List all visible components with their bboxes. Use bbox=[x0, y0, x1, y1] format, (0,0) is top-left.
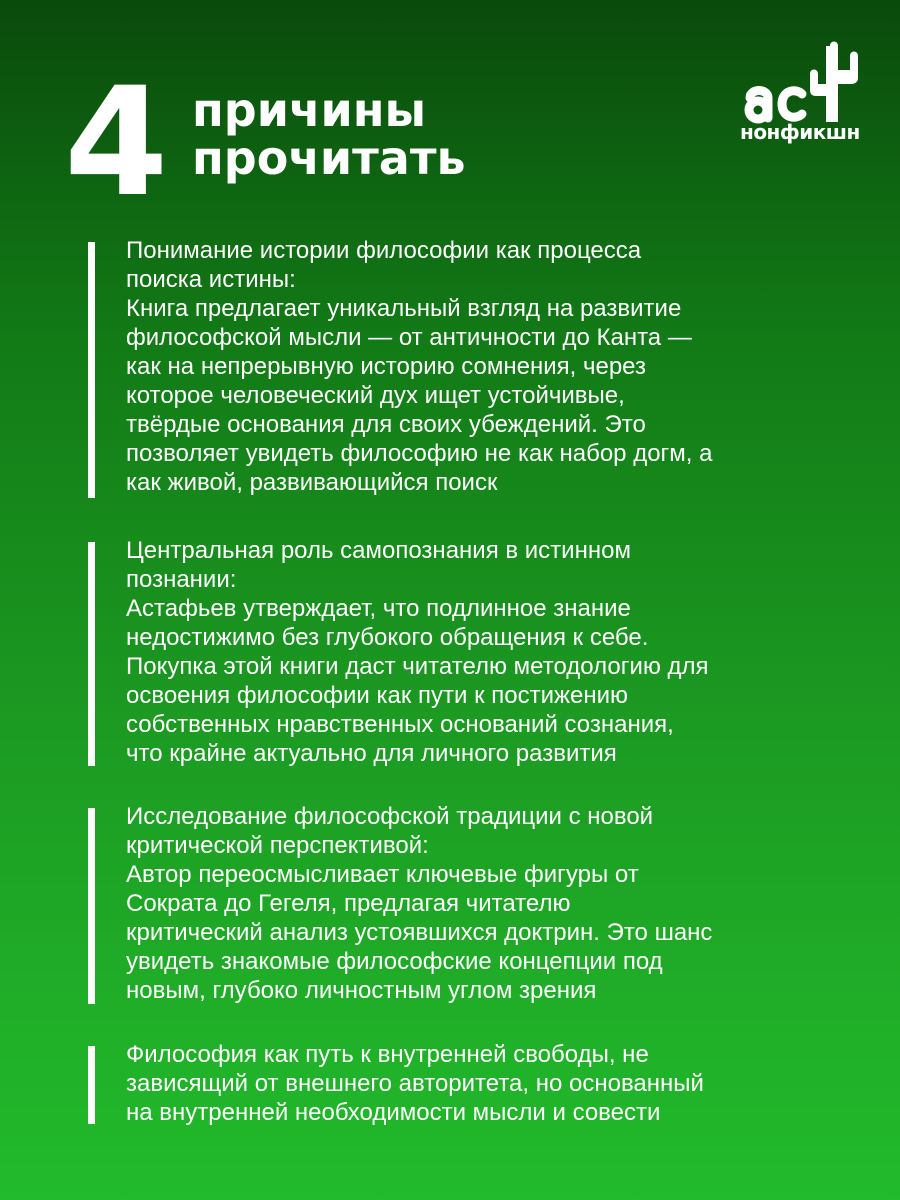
header bbox=[64, 56, 844, 230]
reason-body-line: критический анализ устоявшихся доктрин. Это шанс bbox=[126, 919, 713, 946]
reason-body-line: позволяет увидеть философию не как набор догм, а bbox=[126, 440, 713, 467]
reason-body-line: новым, глубоко личностным углом зрения bbox=[126, 977, 597, 1004]
reason-4 bbox=[88, 1040, 848, 1130]
reason-heading-line: поиска истины: bbox=[126, 266, 296, 293]
reason-body-line: философской мысли — от античности до Канта — bbox=[126, 324, 692, 351]
title-line-1: причины bbox=[192, 83, 427, 137]
reason-body-line: зависящий от внешнего авторитета, но основанный bbox=[126, 1070, 704, 1097]
reason-body-line: которое человеческий дух ищет устойчивые, bbox=[126, 382, 625, 409]
section-bar bbox=[88, 808, 95, 1004]
big-number: 4 bbox=[64, 56, 165, 230]
reason-2 bbox=[88, 536, 848, 772]
reason-body-line: собственных нравственных оснований сознания, bbox=[126, 711, 674, 738]
reasons-list bbox=[88, 236, 848, 1130]
reason-body-line: Покупка этой книги даст читателю методологию для bbox=[126, 653, 709, 680]
logo-subtitle: нонфикшн bbox=[740, 120, 860, 144]
reason-body-line: Сократа до Гегеля, предлагая читателю bbox=[126, 890, 571, 917]
reason-heading-line: познании: bbox=[126, 566, 237, 593]
reason-heading-line: Понимание истории философии как процесса bbox=[126, 237, 642, 264]
reason-body-line: недостижимо без глубокого обращения к себе. bbox=[126, 624, 649, 651]
reason-body-line: твёрдые основания для своих убеждений. Это bbox=[126, 411, 646, 438]
reason-heading-line: Исследование философской традиции с новой bbox=[126, 803, 654, 830]
reason-3 bbox=[88, 802, 848, 1010]
section-bar bbox=[88, 1046, 95, 1124]
reason-body-line: что крайне актуально для личного развития bbox=[126, 740, 617, 767]
reason-body-line: как живой, развивающийся поиск bbox=[126, 469, 498, 496]
reason-heading-line: критической перспективой: bbox=[126, 832, 429, 859]
reason-body-line: освоения философии как пути к постижению bbox=[126, 682, 629, 709]
cactus-logo-icon bbox=[738, 36, 868, 126]
page-title bbox=[192, 83, 466, 185]
reason-1 bbox=[88, 236, 848, 504]
reason-body-line: как на непрерывную историю сомнения, через bbox=[126, 353, 647, 380]
reason-body-line: Книга предлагает уникальный взгляд на развитие bbox=[126, 295, 682, 322]
title-line-2: прочитать bbox=[192, 131, 466, 185]
section-bar bbox=[88, 542, 95, 766]
reason-body-line: на внутренней необходимости мысли и совести bbox=[126, 1099, 661, 1126]
section-bar bbox=[88, 242, 95, 498]
reason-heading-line: Центральная роль самопознания в истинном bbox=[126, 537, 631, 564]
reason-body-line: Философия как путь к внутренней свободы, не bbox=[126, 1041, 649, 1068]
reason-body-line: Автор переосмысливает ключевые фигуры от bbox=[126, 861, 639, 888]
publisher-logo bbox=[738, 36, 868, 156]
reason-body-line: Астафьев утверждает, что подлинное знание bbox=[126, 595, 631, 622]
reason-body-line: увидеть знакомые философские концепции под bbox=[126, 948, 663, 975]
